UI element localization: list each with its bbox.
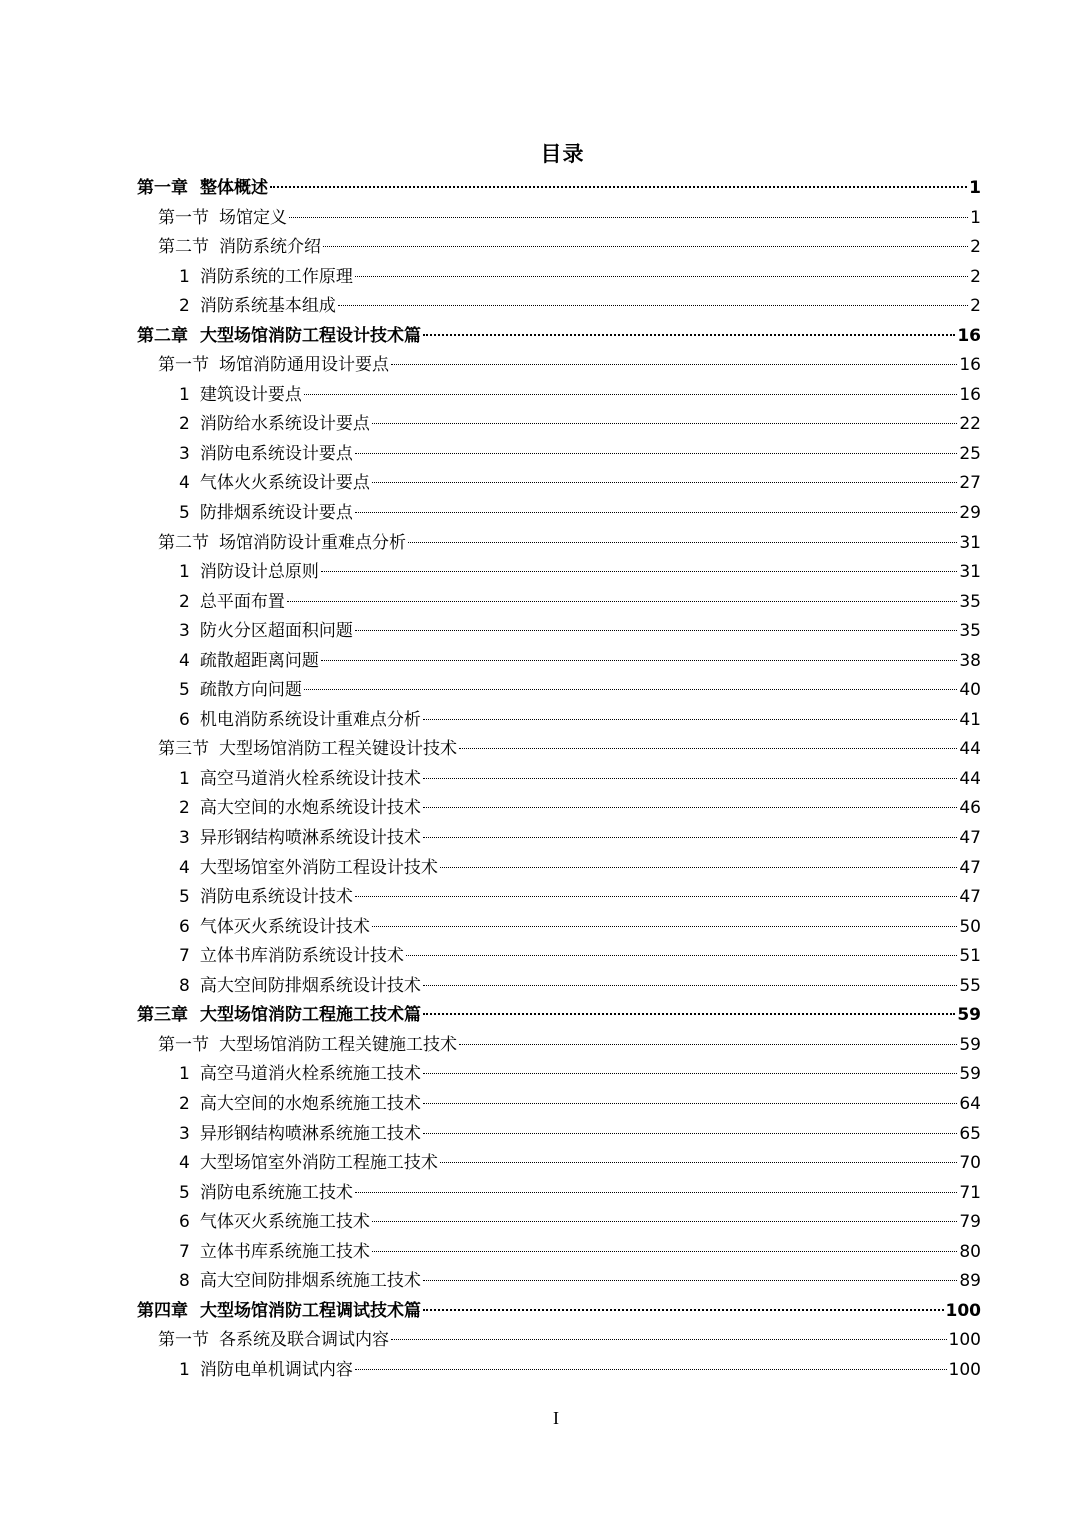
toc-entry-number: 7 [179,1241,190,1262]
toc-entry-page: 29 [959,503,981,524]
toc-entry-page: 46 [959,798,981,819]
toc-subsection-entry[interactable] [137,647,981,677]
toc-dot-leader [321,660,958,661]
toc-entry-title: 总平面布置 [199,591,285,612]
toc-entry-number: 4 [179,857,190,878]
toc-dot-leader [304,394,958,395]
toc-entry-page: 59 [959,1064,981,1085]
toc-entry-title: 高大空间的水炮系统设计技术 [199,798,421,819]
toc-entry-title: 整体概述 [200,178,268,198]
toc-entry-page: 71 [959,1182,981,1203]
toc-entry-page: 100 [948,1359,981,1380]
toc-dot-leader [355,630,958,631]
toc-subsection-entry[interactable] [137,1060,981,1090]
toc-entry-page: 2 [970,296,981,317]
toc-entry-number: 6 [179,709,190,730]
toc-entry-title: 大型场馆消防工程关键施工技术 [219,1034,457,1055]
toc-entry-number: 第一节 [158,207,209,228]
toc-entry-title: 消防设计总原则 [199,562,319,583]
toc-entry-number: 1 [179,562,190,583]
toc-subsection-entry[interactable] [137,706,981,736]
toc-entry-number: 1 [179,1064,190,1085]
toc-subsection-entry[interactable] [137,1238,981,1268]
toc-entry-title: 疏散方向问题 [199,680,302,701]
toc-entry-page: 59 [959,1034,981,1055]
toc-subsection-entry[interactable] [137,1179,981,1209]
toc-dot-leader [423,837,958,838]
toc-entry-number: 第一章 [137,178,188,198]
toc-subsection-entry[interactable] [137,942,981,972]
toc-dot-leader [372,1251,958,1252]
toc-section-entry[interactable] [137,351,981,381]
toc-dot-leader [391,364,957,365]
toc-dot-leader [459,748,957,749]
toc-entry-title: 立体书库消防系统设计技术 [199,946,404,967]
toc-subsection-entry[interactable] [137,499,981,529]
toc-subsection-entry[interactable] [137,1090,981,1120]
toc-entry-page: 47 [959,857,981,878]
toc-dot-leader [372,1221,958,1222]
toc-section-entry[interactable] [137,233,981,263]
toc-entry-number: 1 [179,1359,190,1380]
toc-subsection-entry[interactable] [137,1149,981,1179]
toc-dot-leader [270,186,967,188]
toc-dot-leader [355,1192,958,1193]
toc-dot-leader [423,985,958,986]
toc-entry-page: 70 [959,1153,981,1174]
toc-entry-title: 大型场馆消防工程关键设计技术 [219,739,457,760]
toc-dot-leader [423,778,958,779]
toc-chapter-entry[interactable] [137,1297,981,1327]
toc-entry-title: 大型场馆消防工程调试技术篇 [200,1300,421,1321]
toc-entry-title: 高空马道消火栓系统设计技术 [199,768,421,789]
toc-entry-title: 异形钢结构喷淋系统施工技术 [199,1123,421,1144]
toc-entry-page: 27 [959,473,981,494]
toc-entry-number: 8 [179,975,190,996]
toc-entry-number: 第一节 [158,1034,209,1055]
toc-chapter-entry[interactable] [137,174,981,204]
toc-entry-page: 51 [959,946,981,967]
toc-subsection-entry[interactable] [137,469,981,499]
toc-subsection-entry[interactable] [137,824,981,854]
toc-entry-title: 消防电系统设计要点 [199,443,353,464]
toc-entry-page: 47 [959,887,981,908]
toc-entry-title: 各系统及联合调试内容 [219,1330,389,1351]
toc-entry-page: 47 [959,828,981,849]
toc-entry-number: 第一节 [158,1330,209,1351]
toc-entry-number: 5 [179,1182,190,1203]
toc-entry-number: 8 [179,1271,190,1292]
toc-entry-number: 第二节 [158,532,209,553]
toc-subsection-entry[interactable] [137,1120,981,1150]
toc-dot-leader [372,926,958,927]
toc-entry-number: 2 [179,296,190,317]
toc-entry-page: 25 [959,443,981,464]
toc-entry-page: 100 [945,1300,981,1321]
toc-dot-leader [289,217,968,218]
toc-dot-leader [423,1103,958,1104]
toc-section-entry[interactable] [137,1031,981,1061]
toc-entry-number: 2 [179,591,190,612]
toc-entry-page: 2 [970,266,981,287]
toc-entry-title: 气体灭火系统施工技术 [199,1212,370,1233]
toc-entry-page: 16 [957,325,981,346]
toc-entry-page: 44 [959,768,981,789]
toc-subsection-entry[interactable] [137,765,981,795]
toc-entry-number: 4 [179,1153,190,1174]
toc-entry-page: 1 [969,178,981,198]
toc-entry-page: 2 [970,237,981,258]
toc-entry-title: 大型场馆室外消防工程设计技术 [199,857,438,878]
toc-entry-title: 防火分区超面积问题 [199,621,353,642]
toc-dot-leader [423,719,958,720]
toc-subsection-entry[interactable] [137,794,981,824]
toc-dot-leader [423,1309,944,1311]
toc-entry-title: 机电消防系统设计重难点分析 [199,709,421,730]
toc-dot-leader [423,1013,955,1015]
toc-entry-title: 消防电系统设计技术 [199,887,353,908]
toc-entry-page: 35 [959,591,981,612]
toc-dot-leader [423,1280,958,1281]
toc-subsection-entry[interactable] [137,617,981,647]
toc-entry-number: 4 [179,473,190,494]
toc-entry-title: 大型场馆室外消防工程施工技术 [199,1153,438,1174]
toc-dot-leader [304,689,958,690]
toc-dot-leader [321,571,958,572]
toc-dot-leader [323,246,968,247]
toc-dot-leader [391,1339,947,1340]
toc-entry-number: 1 [179,266,190,287]
toc-dot-leader [355,453,958,454]
toc-entry-title: 消防电单机调试内容 [199,1359,353,1380]
toc-dot-leader [355,276,968,277]
toc-entry-title: 消防系统的工作原理 [199,266,353,287]
toc-entry-page: 38 [959,650,981,671]
toc-entry-title: 高大空间防排烟系统施工技术 [199,1271,421,1292]
toc-entry-number: 3 [179,828,190,849]
toc-entry-number: 5 [179,503,190,524]
toc-entry-number: 6 [179,916,190,937]
toc-entry-page: 1 [970,207,981,228]
toc-dot-leader [423,1073,958,1074]
toc-entry-title: 大型场馆消防工程设计技术篇 [200,325,421,346]
toc-dot-leader [372,423,958,424]
toc-subsection-entry[interactable] [137,883,981,913]
toc-entry-title: 消防电系统施工技术 [199,1182,353,1203]
toc-subsection-entry[interactable] [137,972,981,1002]
toc-entry-number: 7 [179,946,190,967]
toc-entry-title: 消防系统基本组成 [199,296,336,317]
toc-entry-number: 6 [179,1212,190,1233]
toc-entry-number: 3 [179,621,190,642]
toc-subsection-entry[interactable] [137,1267,981,1297]
toc-dot-leader [440,867,958,868]
toc-entry-number: 1 [179,768,190,789]
toc-entry-page: 65 [959,1123,981,1144]
toc-entry-page: 79 [959,1212,981,1233]
toc-entry-title: 消防给水系统设计要点 [199,414,370,435]
toc-entry-title: 气体火火系统设计要点 [199,473,370,494]
toc-entry-title: 建筑设计要点 [199,384,302,405]
toc-entry-title: 消防系统介绍 [219,237,321,258]
toc-subsection-entry[interactable] [137,381,981,411]
toc-dot-leader [423,807,958,808]
toc-entry-page: 40 [959,680,981,701]
page-number: I [553,1408,559,1428]
toc-title: 目录 [540,142,585,166]
toc-chapter-entry[interactable] [137,322,981,352]
toc-subsection-entry[interactable] [137,1356,981,1386]
table-of-contents [137,174,981,1385]
toc-entry-number: 1 [179,384,190,405]
toc-entry-page: 22 [959,414,981,435]
toc-section-entry[interactable] [137,1326,981,1356]
toc-entry-title: 场馆消防通用设计要点 [219,355,389,376]
toc-entry-title: 高大空间的水炮系统施工技术 [199,1093,421,1114]
toc-dot-leader [440,1162,958,1163]
toc-section-entry[interactable] [137,204,981,234]
toc-entry-number: 第四章 [137,1300,188,1321]
toc-entry-page: 64 [959,1093,981,1114]
toc-dot-leader [287,601,958,602]
toc-subsection-entry[interactable] [137,676,981,706]
toc-entry-page: 100 [948,1330,981,1351]
toc-entry-number: 2 [179,414,190,435]
toc-entry-page: 35 [959,621,981,642]
toc-entry-page: 59 [957,1005,981,1026]
toc-dot-leader [355,512,958,513]
toc-dot-leader [338,305,968,306]
toc-entry-page: 80 [959,1241,981,1262]
toc-dot-leader [423,334,955,336]
toc-dot-leader [408,542,957,543]
toc-subsection-entry[interactable] [137,854,981,884]
toc-subsection-entry[interactable] [137,292,981,322]
toc-entry-number: 第二章 [137,325,188,346]
toc-entry-page: 16 [959,384,981,405]
toc-entry-number: 第三章 [137,1005,188,1026]
toc-subsection-entry[interactable] [137,440,981,470]
toc-dot-leader [372,482,958,483]
toc-chapter-entry[interactable] [137,1001,981,1031]
toc-entry-title: 场馆定义 [219,207,287,228]
toc-entry-title: 高空马道消火栓系统施工技术 [199,1064,421,1085]
toc-entry-number: 3 [179,1123,190,1144]
toc-subsection-entry[interactable] [137,410,981,440]
toc-entry-page: 31 [959,532,981,553]
toc-entry-title: 场馆消防设计重难点分析 [219,532,406,553]
toc-entry-page: 50 [959,916,981,937]
toc-dot-leader [355,896,958,897]
toc-section-entry[interactable] [137,735,981,765]
toc-entry-number: 第二节 [158,237,209,258]
toc-entry-number: 第三节 [158,739,209,760]
toc-entry-title: 疏散超距离问题 [199,650,319,671]
toc-entry-number: 2 [179,1093,190,1114]
toc-entry-number: 5 [179,887,190,908]
toc-entry-page: 55 [959,975,981,996]
toc-entry-page: 89 [959,1271,981,1292]
toc-entry-title: 气体灭火系统设计技术 [199,916,370,937]
toc-entry-title: 立体书库系统施工技术 [199,1241,370,1262]
toc-entry-title: 异形钢结构喷淋系统设计技术 [199,828,421,849]
toc-entry-number: 3 [179,443,190,464]
toc-entry-title: 高大空间防排烟系统设计技术 [199,975,421,996]
toc-section-entry[interactable] [137,529,981,559]
toc-entry-page: 41 [959,709,981,730]
toc-subsection-entry[interactable] [137,558,981,588]
toc-entry-page: 31 [959,562,981,583]
toc-subsection-entry[interactable] [137,588,981,618]
toc-subsection-entry[interactable] [137,263,981,293]
toc-subsection-entry[interactable] [137,1208,981,1238]
toc-entry-number: 2 [179,798,190,819]
toc-entry-number: 第一节 [158,355,209,376]
toc-dot-leader [406,955,958,956]
toc-subsection-entry[interactable] [137,913,981,943]
toc-entry-page: 44 [959,739,981,760]
toc-entry-number: 4 [179,650,190,671]
toc-entry-title: 大型场馆消防工程施工技术篇 [200,1005,421,1026]
toc-entry-title: 防排烟系统设计要点 [199,503,353,524]
toc-dot-leader [355,1369,947,1370]
toc-entry-page: 16 [959,355,981,376]
toc-dot-leader [459,1044,957,1045]
toc-dot-leader [423,1133,958,1134]
toc-entry-number: 5 [179,680,190,701]
